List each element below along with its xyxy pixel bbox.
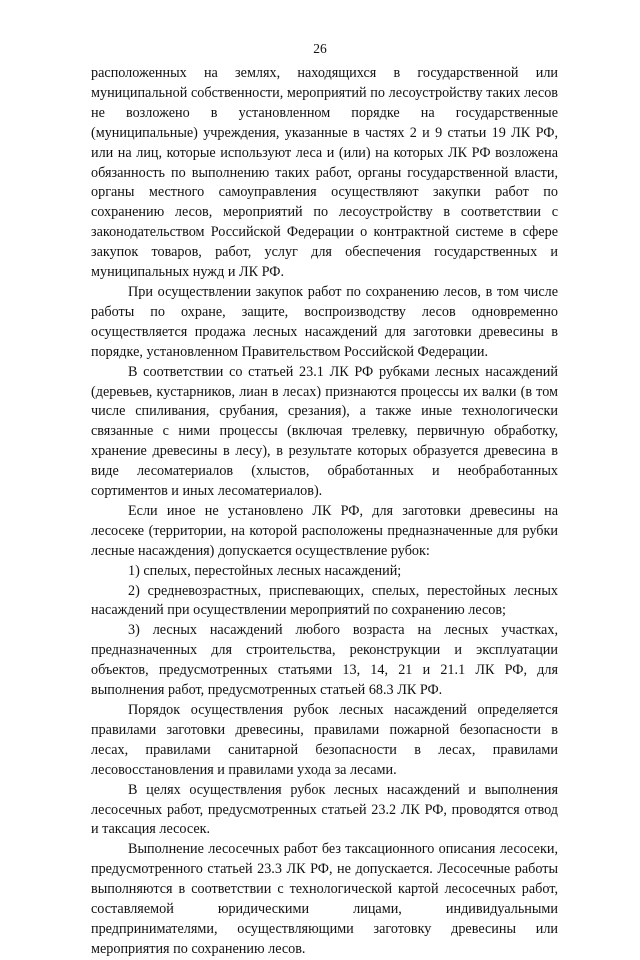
list-item: 3) лесных насаждений любого возраста на лесных участках, предназначенных для строительства, реконструкции и эксплуатации объектов, предусмотренных статьями 13, 14, 21 и 21.1 ЛК РФ, для выполнения работ, предусмотренных статьей 68.3 ЛК РФ. bbox=[91, 622, 558, 699]
paragraph: Если иное не установлено ЛК РФ, для заготовки древесины на лесосеке (территории, на которой расположены предназначенные для рубки лесные насаждения) допускается осуществление рубок: bbox=[91, 502, 558, 559]
paragraph: При осуществлении закупок работ по сохранению лесов, в том числе работы по охране, защите, воспроизводству лесов одновременно осуществляется продажа лесных насаждений для заготовки древесины в порядке, установленном Правительством Российской Федерации. bbox=[91, 283, 558, 360]
paragraph: Порядок осуществления рубок лесных насаждений определяется правилами заготовки древесины, правилами пожарной безопасности в лесах, правилами санитарной безопасности в лесах, правилами лесовосстановления и правилами ухода за лесами. bbox=[91, 702, 558, 778]
paragraph-continuation: расположенных на землях, находящихся в государственной или муниципальной собственности, мероприятий по лесоустройству таких лесов не возложено в установленном порядке на государственные (муниципальные) учреждения, указанные в частях 2 и 9 статьи 19 ЛК РФ, или на лиц, которые используют леса и (или) на которых ЛК РФ возложена обязанность по выполнению таких работ, органы государственной власти, органы местного самоуправления осуществляют закупки работ по сохранению лесов, мероприятий по лесоустройству в соответствии с законодательством Российской Федерации о контрактной системе в сфере закупок товаров, работ, услуг для обеспечения государственных и муниципальных нужд и ЛК РФ. bbox=[91, 65, 558, 281]
paragraph: В соответствии со статьей 23.1 ЛК РФ рубками лесных насаждений (деревьев, кустарников, лиан в лесах) признаются процессы их валки (в том числе спиливания, срубания, срезания), а также иные технологически связанные с ними процессы (включая трелевку, первичную обработку, хранение древесины в лесу), в результате которых образуется древесина в виде лесоматериалов (хлыстов, обработанных и необработанных сортиментов и иных лесоматериалов). bbox=[91, 363, 558, 500]
paragraph: Выполнение лесосечных работ без таксационного описания лесосеки, предусмотренного статьей 23.3 ЛК РФ, не допускается. Лесосечные работы выполняются в соответствии с технологической картой лесосечных работ, составляемой юридическими лицами, индивидуальными предпринимателями, осуществляющими заготовку древесины или мероприятия по сохранению лесов. bbox=[91, 841, 558, 957]
page-number: 26 bbox=[313, 41, 327, 56]
list-item: 1) спелых, перестойных лесных насаждений; bbox=[128, 562, 402, 579]
paragraph: В целях осуществления рубок лесных насаждений и выполнения лесосечных работ, предусмотренных статьей 23.2 ЛК РФ, проводятся отвод и таксация лесосек. bbox=[91, 781, 558, 838]
list-item: 2) средневозрастных, приспевающих, спелых, перестойных лесных насаждений при осуществлении мероприятий по сохранению лесов; bbox=[91, 582, 558, 619]
body-text bbox=[91, 64, 558, 960]
